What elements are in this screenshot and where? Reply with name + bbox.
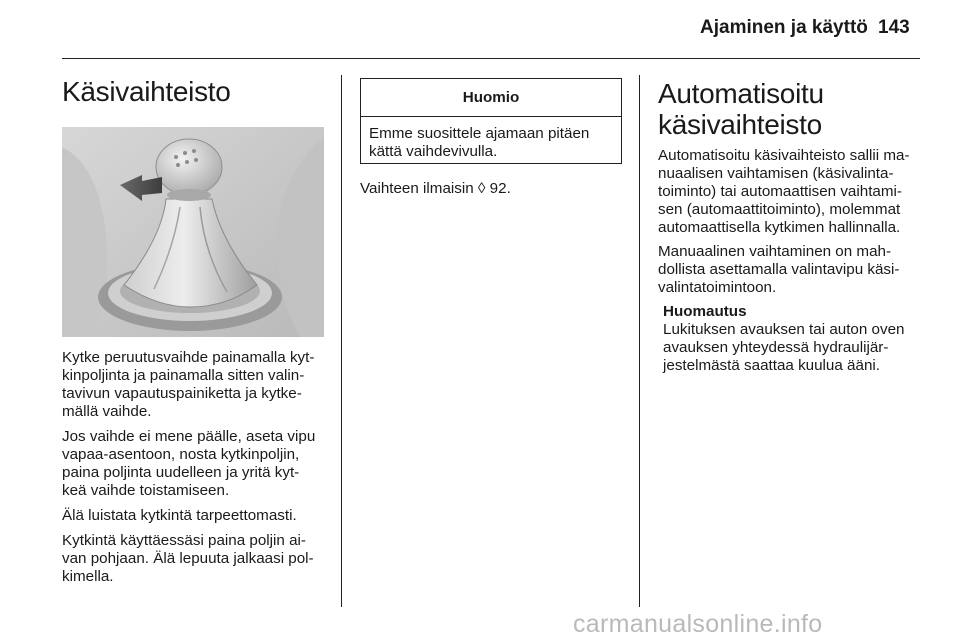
column-divider-right <box>639 75 640 607</box>
text-line: toiminto) tai automaattisen vaihtami- <box>658 183 902 200</box>
heading-line: Automatisoitu <box>658 78 824 109</box>
text-line: dollista asettamalla valintavipu käsi- <box>658 261 900 278</box>
text-line: Automatisoitu käsivaihteisto sallii ma- <box>658 147 910 164</box>
text-line: nuaalisen vaihtamisen (käsivalinta- <box>658 165 894 182</box>
caution-box <box>360 78 622 164</box>
page-reference-icon: ◊ <box>477 180 486 197</box>
text-line: keä vaihde toistamiseen. <box>62 482 230 499</box>
text-line: mällä vaihde. <box>62 403 152 420</box>
paragraph-gear-not-engaging <box>62 428 315 500</box>
text-line: jestelmästä saattaa kuulua ääni. <box>663 357 880 374</box>
text-line: avauksen yhteydessä hydraulijär- <box>663 339 889 356</box>
text-line: Emme suosittele ajamaan pitäen <box>369 125 590 142</box>
reference-page[interactable]: 92. <box>489 180 511 197</box>
page-number: 143 <box>878 17 910 38</box>
paragraph-reverse-gear <box>62 349 314 421</box>
paragraph-clutch-use <box>62 532 314 586</box>
text-line: van pohjaan. Älä lepuuta jalkaasi pol- <box>62 550 314 567</box>
text-line: Jos vaihde ei mene päälle, aseta vipu <box>62 428 316 445</box>
gear-lever-illustration <box>62 127 324 337</box>
notice-body <box>663 321 904 375</box>
paragraph-manual-shifting <box>658 243 899 297</box>
section-heading-automated-manual <box>658 78 824 140</box>
text-line: automaattisella kytkimen hallinnalla. <box>658 219 901 236</box>
text-line: sen (automaattitoiminto), molemmat <box>658 201 901 218</box>
paragraph-automated-description <box>658 147 910 237</box>
reference-text: Vaihteen ilmaisin <box>360 180 474 197</box>
cross-reference-gear-indicator <box>360 180 511 198</box>
notice-title: Huomautus <box>663 303 747 320</box>
caution-box-title: Huomio <box>361 79 621 117</box>
text-line: Lukituksen avauksen tai auton oven <box>663 321 905 338</box>
running-header-title: Ajaminen ja käyttö <box>700 17 868 38</box>
text-line: vapaa-asentoon, nosta kytkinpoljin, <box>62 446 300 463</box>
text-line: kinpoljinta ja painamalla sitten valin- <box>62 367 305 384</box>
text-line: valintatoimintoon. <box>658 279 777 296</box>
text-line: tavivun vapautuspainiketta ja kytke- <box>62 385 302 402</box>
text-line: paina poljinta uudelleen ja yritä kyt- <box>62 464 300 481</box>
section-heading-manual-transmission: Käsivaihteisto <box>62 76 231 107</box>
text-line: kimella. <box>62 568 114 585</box>
header-rule <box>62 58 920 59</box>
text-line: kättä vaihdevivulla. <box>369 143 498 160</box>
text-line: Kytke peruutusvaihde painamalla kyt- <box>62 349 315 366</box>
text-line: Älä luistata kytkintä tarpeettomasti. <box>62 507 297 524</box>
text-line: Manuaalinen vaihtaminen on mah- <box>658 243 892 260</box>
gear-lever-drawing <box>62 127 324 337</box>
column-divider-left <box>341 75 342 607</box>
text-line: Kytkintä käyttäessäsi paina poljin ai- <box>62 532 306 549</box>
watermark: carmanualsonline.info <box>573 610 823 638</box>
heading-line: käsivaihteisto <box>658 109 822 140</box>
caution-box-body <box>361 117 621 161</box>
paragraph-clutch-slip <box>62 507 297 525</box>
